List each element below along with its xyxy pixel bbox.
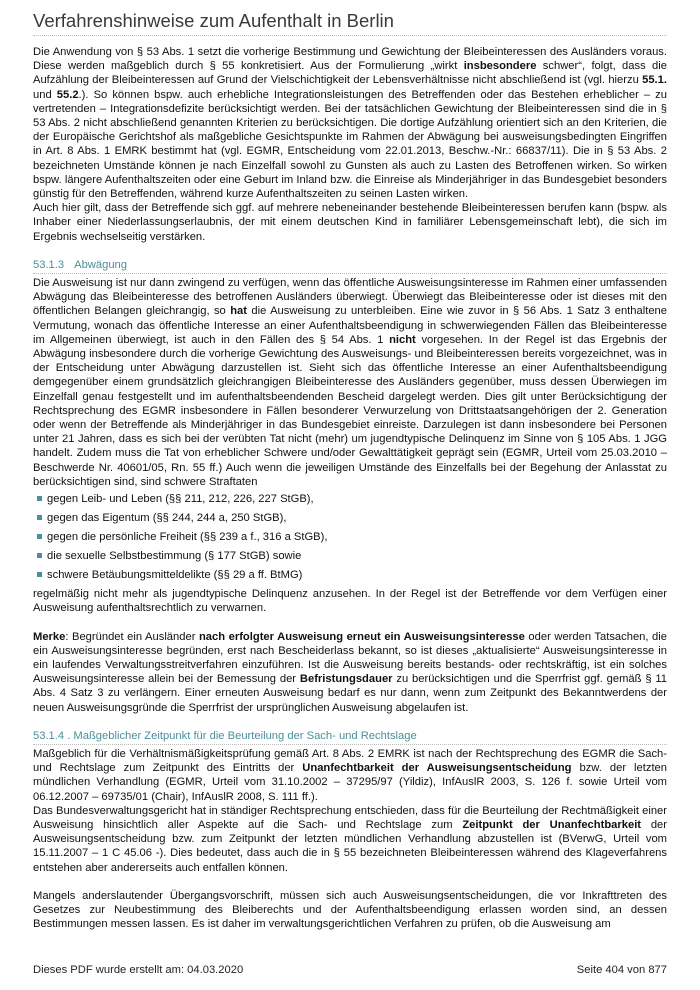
list-item [33, 530, 667, 544]
intro-paragraph-2: Auch hier gilt, dass der Betreffende sich ggf. auf mehrere nebeneinander bestehende Bleibeinteressen berufen kann (bspw. als Inhaber einer Niederlassungserlaubnis, der mit einem deutschen Kind in familiärer Lebensgemeinschaft lebt), die sich im Ergebnis wechselseitig verstärken. [33, 202, 667, 243]
bullet-square-icon [37, 534, 42, 539]
text-run: .). So können bspw. auch erhebliche Integrationsleistungen des Betreffenden oder das Bestehen erheblicher – zu vertretenden – Integrationsdefizite berücksichtigt werden. Bei der tatsächlichen Gewichtung der Bleibeinteressen sind die in § 53 Abs. 2 nicht abschließend genannten Kriterien zu berücksichtigen. Die dortige Aufzählung orientiert sich an den Kriterien, die der Europäische Gerichtshof als maßgebliche Gesichtspunkte im Rahmen der Abwägung bei ausweisungsbedingten Eingriffen in Art. 8 Abs. 1 EMRK bestimmt hat (vgl. EGMR, Entscheidung vom 22.01.2013, Beschw.-Nr.: 66837/11). Die in § 53 Abs. 2 bezeichneten Umstände können je nach Einzelfall sowohl zu Gunsten als auch zu Lasten des Betroffenen wirken. So wirken bspw. längere Aufenthaltszeiten oder eine Geburt im Inland bzw. die Einreise als Minderjähriger in das Bundesgebiet besonders günstig für den Betreffenden, während kurze Aufenthaltszeiten zu seinen Lasten wirken. [33, 88, 668, 201]
list-item-text: die sexuelle Selbstbestimmung (§ 177 StGB) sowie [47, 550, 302, 563]
zeitpunkt-paragraph-2 [33, 804, 667, 875]
section-title: 53.1.4 . Maßgeblicher Zeitpunkt für die Beurteilung der Sach- und Rechtslage [33, 729, 417, 742]
document-page [33, 10, 667, 931]
list-item-text: schwere Betäubungsmitteldelikte (§§ 29 a ff. BtMG) [47, 569, 303, 582]
section-number: 53.1.3 [33, 258, 65, 271]
zeitpunkt-paragraph-1 [33, 747, 667, 804]
bold-run: hat [230, 305, 247, 318]
text-run: und [33, 88, 57, 101]
bold-run: nicht [389, 333, 416, 346]
abwaegung-paragraph-1 [33, 276, 667, 489]
page-title: Verfahrenshinweise zum Aufenthalt in Berlin [33, 10, 667, 36]
bullet-square-icon [37, 496, 42, 501]
merke-label: Merke [33, 630, 66, 643]
text-run: der Ausweisungsentscheidung bzw. zum Zeitpunkt der letzten mündlichen Verhandlung abzustellen ist (BVerwG, Urteil vom 15.11.2007 – 1 C 45.06 -). Dies bedeutet, dass auch die in § 55 bezeichneten Bleibeinteressen während des Klageverfahrens entstehen aber andererseits auch entfallen können. [33, 818, 667, 874]
list-item-text: gegen die persönliche Freiheit (§§ 239 a f., 316 a StGB), [47, 531, 328, 544]
text-run: Maßgeblich für die Verhältnismäßigkeitsprüfung gemäß Art. 8 Abs. 2 EMRK ist nach der Rechtsprechung des EGMR die Sach- und Rechtslage zum Zeitpunkt des Eintritts der [33, 747, 667, 775]
bold-run: nach erfolgter Ausweisung erneut ein Ausweisungsinteresse [198, 630, 525, 643]
bullet-square-icon [37, 515, 42, 520]
footer-page-number: Seite 404 von 877 [576, 964, 667, 976]
text-run: schwer“, folgt, dass die Aufzählung der Bleibeinteressen auf Grund der Vielschichtigkeit der Lebensverhältnisse nicht abschließend ist (vgl. hierzu [33, 60, 667, 87]
list-item [33, 549, 667, 563]
bold-run: Zeitpunkt der Unanfechtbarkeit [462, 818, 642, 831]
bold-run: 55.2 [56, 88, 79, 101]
text-run: : Begründet ein Ausländer [65, 630, 199, 643]
document-body [33, 45, 667, 931]
footer-created-date: Dieses PDF wurde erstellt am: 04.03.2020 [33, 964, 244, 976]
bold-run: Befristungsdauer [299, 673, 393, 686]
text-run: die Ausweisung zu unterbleiben. Eine wie zuvor in § 56 Abs. 1 Satz 3 enthaltene Vermutung, wonach das öffentliche Interesse an einer Aufenthaltsbeendigung in schwerwiegenden Fällen das Bleibeinteresse im Allgemeinen überwiegt, ist auch in den Fällen des § 54 Abs. 1 [33, 305, 667, 346]
list-item [33, 492, 667, 506]
list-item-text: gegen Leib- und Leben (§§ 211, 212, 226, 227 StGB), [47, 493, 314, 506]
text-run: vorgesehen. In der Regel ist das Ergebnis der Abwägung insbesondere durch die vorherige Gewichtung des Ausweisungs- und Bleibeinteressen bereits vorgezeichnet, was in der Entscheidung unter Abwägung darzustellen ist. Sieht sich das öffentliche Interesse an einer Aufenthaltsbeendigung demgegenüber einem grundsätzlich gleichrangigen Bleibeinteresse des Ausländers gegenüber, muss dessen Überwiegen im Einzelfall genau festgestellt und im aufenthaltsbeendenden Bescheid dargelegt werden. Dies gilt unter Berücksichtigung der Rechtsprechung des EGMR insbesondere in Fällen besonderer Verwurzelung von Drittstaatsangehörigen der 2. Generation oder wenn der Betreffende als Minderjähriger in das Bundesgebiet einreiste. Darzulegen ist dann insbesondere bei Personen unter 21 Jahren, dass es sich bei der verübten Tat nicht (mehr) um jugendtypische Delinquenz im Sinne von § 105 Abs. 1 JGG handelt. Zudem muss die Tat von erheblicher Schwere und/oder Gewalttätigkeit geprägt sein (EGMR, Urteil vom 25.03.2010 – Beschwerde Nr. 40601/05, Rn. 55 ff.) Auch wenn die jeweiligen Umstände des Einzelfalls bei der Begehung der Anlasstat zu berücksichtigen sind, sind schwere Straftaten [33, 333, 667, 488]
section-heading-zeitpunkt [33, 729, 667, 745]
text-run: zu berücksichtigen und die Sperrfrist ggf. gemäß § 11 Abs. 4 Satz 3 zu verlängern. Einer erneuten Ausweisung bedarf es nur dann, wenn zum Zeitpunkt des Bekanntwerdens der neuen Ausweisungsgründe die Sperrfrist der ursprünglichen Ausweisung abgelaufen ist. [33, 673, 668, 714]
text-run: Die Ausweisung ist nur dann zwingend zu verfügen, wenn das öffentliche Ausweisungsinteresse im Rahmen einer umfassenden Abwägung das Bleibeinteresse des betroffenen Ausländers überwiegt. Überwiegt das Bleibeinteresse oder ist dieses mit den öffentlichen Belangen gleichrangig, so [33, 277, 667, 318]
text-run: bzw. der letzten mündlichen Verhandlung (EGMR, Urteil vom 31.10.2002 – 37295/97 (Yildiz), InfAuslR 2003, S. 126 f. sowie Urteil vom 06.12.2007 – 69735/01 (Chair), InfAuslR 2008, S. 111 ff.). [33, 762, 668, 803]
section-heading-abwaegung [33, 258, 667, 274]
bold-run: 55.1. [642, 74, 667, 87]
list-item [33, 568, 667, 582]
text-run: Die Anwendung von § 53 Abs. 1 setzt die vorherige Bestimmung und Gewichtung der Bleibeinteressen des Ausländers voraus. Diese werden maßgeblich durch § 55 konkretisiert. Aus der Formulierung „wirkt [33, 46, 667, 73]
merke-paragraph [33, 630, 667, 715]
abwaegung-paragraph-2: regelmäßig nicht mehr als jugendtypische Delinquenz anzusehen. In der Regel ist der Betreffende vor dem Verfügen einer Ausweisung aufenthaltsrechtlich zu verwarnen. [33, 588, 667, 615]
bold-run: Unanfechtbarkeit der Ausweisungsentscheidung [302, 762, 572, 775]
bullet-square-icon [37, 553, 42, 558]
text-run: Das Bundesverwaltungsgericht hat in ständiger Rechtsprechung entschieden, dass für die Beurteilung der Rechtmäßigkeit einer Ausweisung hinsichtlich aller Aspekte auf die Sach- und Rechtslage zum [33, 804, 667, 831]
list-item [33, 511, 667, 525]
list-item-text: gegen das Eigentum (§§ 244, 244 a, 250 StGB), [47, 512, 287, 525]
section-title: Abwägung [74, 258, 127, 271]
offense-list [33, 492, 667, 582]
text-run: oder werden Tatsachen, die ein Ausweisungsinteresse begründen, erst nach Bescheiderlass bekannt, so ist dieses „aktualisierte“ Ausweisungsinteresse in ein laufendes Verwaltungsstreitverfahren einzuführen. Ist die Ausweisung bereits bestands- oder rechtskräftig, ist ein solches Ausweisungsinteresse allein bei der Bemessung der [33, 630, 667, 686]
zeitpunkt-paragraph-3: Mangels anderslautender Übergangsvorschrift, müssen sich auch Ausweisungsentscheidungen, die vor Inkrafttreten des Gesetzes zur Neubestimmung des Bleiberechts und der Aufenthaltsbeendigung erlassen worden sind, an dessen Bestimmungen messen lassen. Es ist daher im verwaltungsgerichtlichen Verfahren zu prüfen, ob die Ausweisung am [33, 889, 667, 931]
bullet-square-icon [37, 572, 42, 577]
intro-paragraph-1 [33, 45, 667, 201]
bold-run: insbesondere [463, 60, 537, 73]
